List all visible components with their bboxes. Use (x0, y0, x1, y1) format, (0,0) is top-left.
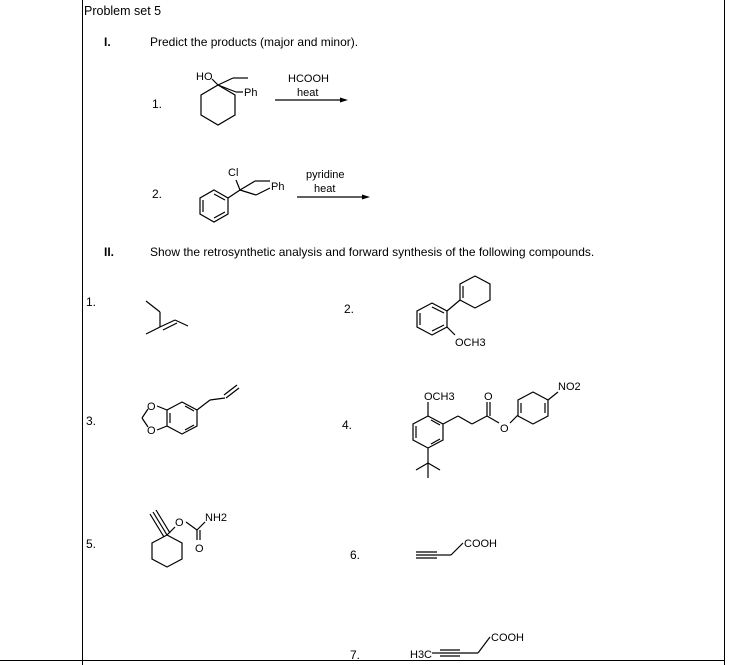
section-1-heading: Predict the products (major and minor). (150, 35, 359, 49)
compound-7-number: 7. (350, 648, 361, 662)
section-1-numeral: I. (104, 35, 111, 49)
problem-2-number: 2. (152, 187, 163, 201)
ph-label-1: Ph (244, 87, 258, 99)
condition-1: heat (297, 87, 319, 99)
h3c-label: H3C (410, 649, 433, 661)
page-title: Problem set 5 (84, 4, 162, 18)
o-ester-label: O (175, 517, 184, 529)
compound-4-number: 4. (342, 418, 353, 432)
compound-3-number: 3. (86, 414, 97, 428)
reagent-1: HCOOH (288, 73, 329, 85)
compound-6-number: 6. (350, 548, 361, 562)
section-2-numeral: II. (104, 245, 115, 259)
o-label-2: O (147, 425, 156, 437)
compound-2-number: 2. (344, 302, 355, 316)
reagent-2: pyridine (306, 169, 345, 181)
condition-2: heat (314, 183, 336, 195)
nh2-label: NH2 (205, 512, 228, 524)
compound-1-number: 1. (86, 295, 97, 309)
compound-5-number: 5. (86, 537, 97, 551)
och3-label: OCH3 (424, 391, 455, 403)
no2-label: NO2 (558, 381, 581, 393)
cooh-label: COOH (491, 632, 524, 644)
o-carbonyl-label: O (484, 391, 493, 403)
section-2-heading: Show the retrosynthetic analysis and forward synthesis of the following compounds. (150, 245, 595, 259)
o-ester-label: O (500, 423, 509, 435)
ho-label: HO (196, 71, 213, 83)
och3-label: OCH3 (455, 337, 486, 349)
o-carbonyl-label: O (195, 543, 204, 555)
problem-1-number: 1. (152, 97, 163, 111)
ph-label-2: Ph (271, 181, 285, 193)
o-label-1: O (147, 401, 156, 413)
cl-label: Cl (228, 167, 239, 179)
cooh-label: COOH (464, 538, 497, 550)
